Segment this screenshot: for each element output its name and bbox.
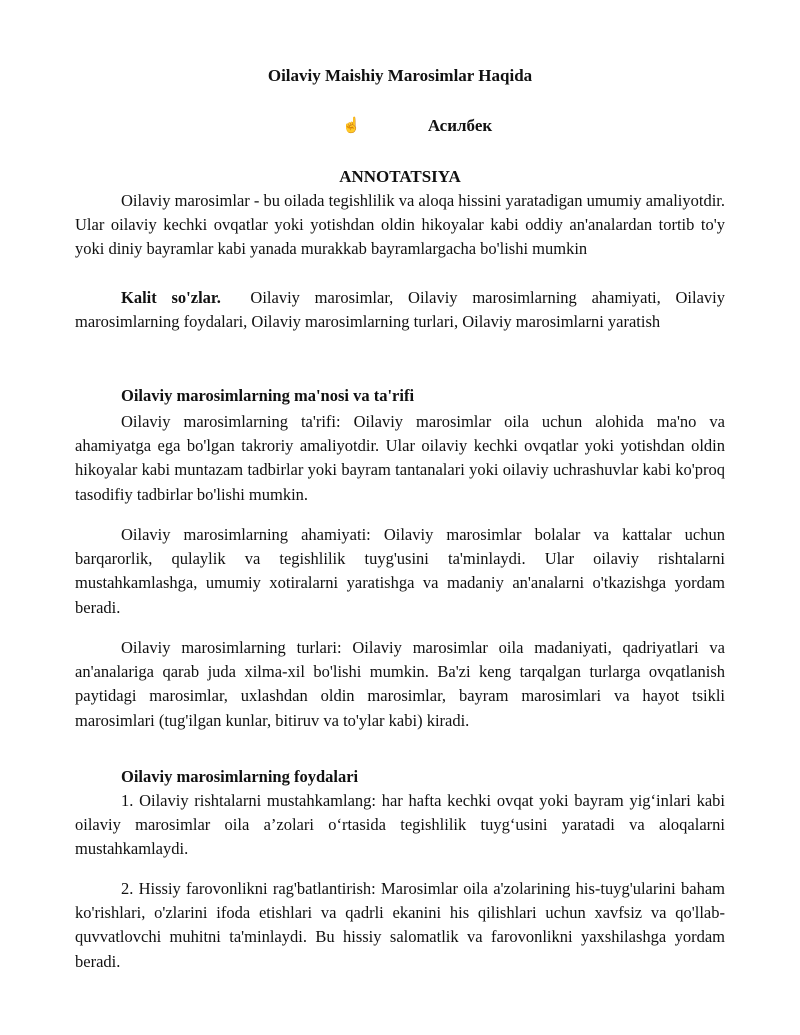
- author-row: [0, 116, 800, 138]
- keywords-paragraph: [75, 286, 725, 334]
- paragraph-importance: Oilaviy marosimlarning ahamiyati: Oilaviy marosimlar bolalar va kattalar uchun barqarorlik, qulaylik va tegishlilik tuyg'usini ta'minlaydi. Ular oilaviy rishtalarni mustahkamlashga, umumiy xotiralarni yaratishga va madaniy an'analarni o'tkazishga yordam beradi.: [75, 525, 725, 617]
- paragraph-benefit-2: 2. Hissiy farovonlikni rag'batlantirish: Marosimlar oila a'zolarining his-tuyg'ularini baham ko'rishlari, o'zlarini ifoda etishlari va qadrli ekanini his qilishlari uchun xavfsiz va qo'llab-quvvatlovchi muhitni ta'minlaydi. Bu hissiy salomatlik va farovonlikni yaxshilashga yordam beradi.: [75, 879, 725, 971]
- section-heading-benefits: Oilaviy marosimlarning foydalari: [121, 767, 359, 786]
- paragraph-benefit-1: 1. Oilaviy rishtalarni mustahkamlang: har hafta kechki ovqat yoki bayram yig‘inlari kabi oilaviy marosimlar oila a’zolari o‘rtasida tegishlilik tuyg‘usini yaratadi va aloqalarni mustahkamlaydi.: [75, 791, 725, 859]
- author-name: Асилбек: [427, 116, 493, 135]
- annotation-paragraph: Oilaviy marosimlar - bu oilada tegishlilik va aloqa hissini yaratadigan umumiy amaliyotdir. Ular oilaviy kechki ovqatlar yoki yotishdan oldin hikoyalar kabi oddiy an'analardan tortib to'y yoki diniy bayramlar kabi yanada murakkab bayramlargacha bo'lishi mumkin: [75, 191, 725, 259]
- keywords-text: Oilaviy marosimlar, Oilaviy marosimlarning ahamiyati, Oilaviy marosimlarning foydalari, Oilaviy marosimlarning turlari, Oilaviy marosimlarni yaratish: [75, 288, 726, 332]
- document-title: Oilaviy Maishiy Marosimlar Haqida: [267, 66, 533, 85]
- paragraph-definition: Oilaviy marosimlarning ta'rifi: Oilaviy marosimlar oila uchun alohida ma'no va ahamiyatga ega bo'lgan takroriy amaliyotdir. Ular oilaviy kechki ovqatlar yoki yotishdan oldin hikoyalar kabi muntazam tadbirlar yoki bayram tantanalari yoki oilaviy uchrashuvlar kabi ko'proq tasodifiy tadbirlar bo'lishi mumkin.: [75, 412, 725, 504]
- pointing-hand-icon: ☝: [342, 118, 361, 134]
- paragraph-types: Oilaviy marosimlarning turlari: Oilaviy marosimlar oila madaniyati, qadriyatlari va an'analariga qarab juda xilma-xil bo'lishi mumkin. Ba'zi keng tarqalgan turlarga ovqatlanish paytidagi marosimlar, uxlashdan oldin marosimlar, bayram marosimlari va hayot tsikli marosimlari (tug'ilgan kunlar, bitiruv va to'ylar kabi) kiradi.: [75, 638, 725, 730]
- section-heading-meaning: Oilaviy marosimlarning ma'nosi va ta'rifi: [121, 386, 415, 405]
- annotation-heading: ANNOTATSIYA: [339, 167, 461, 186]
- keywords-label: Kalit so'zlar.: [121, 288, 221, 307]
